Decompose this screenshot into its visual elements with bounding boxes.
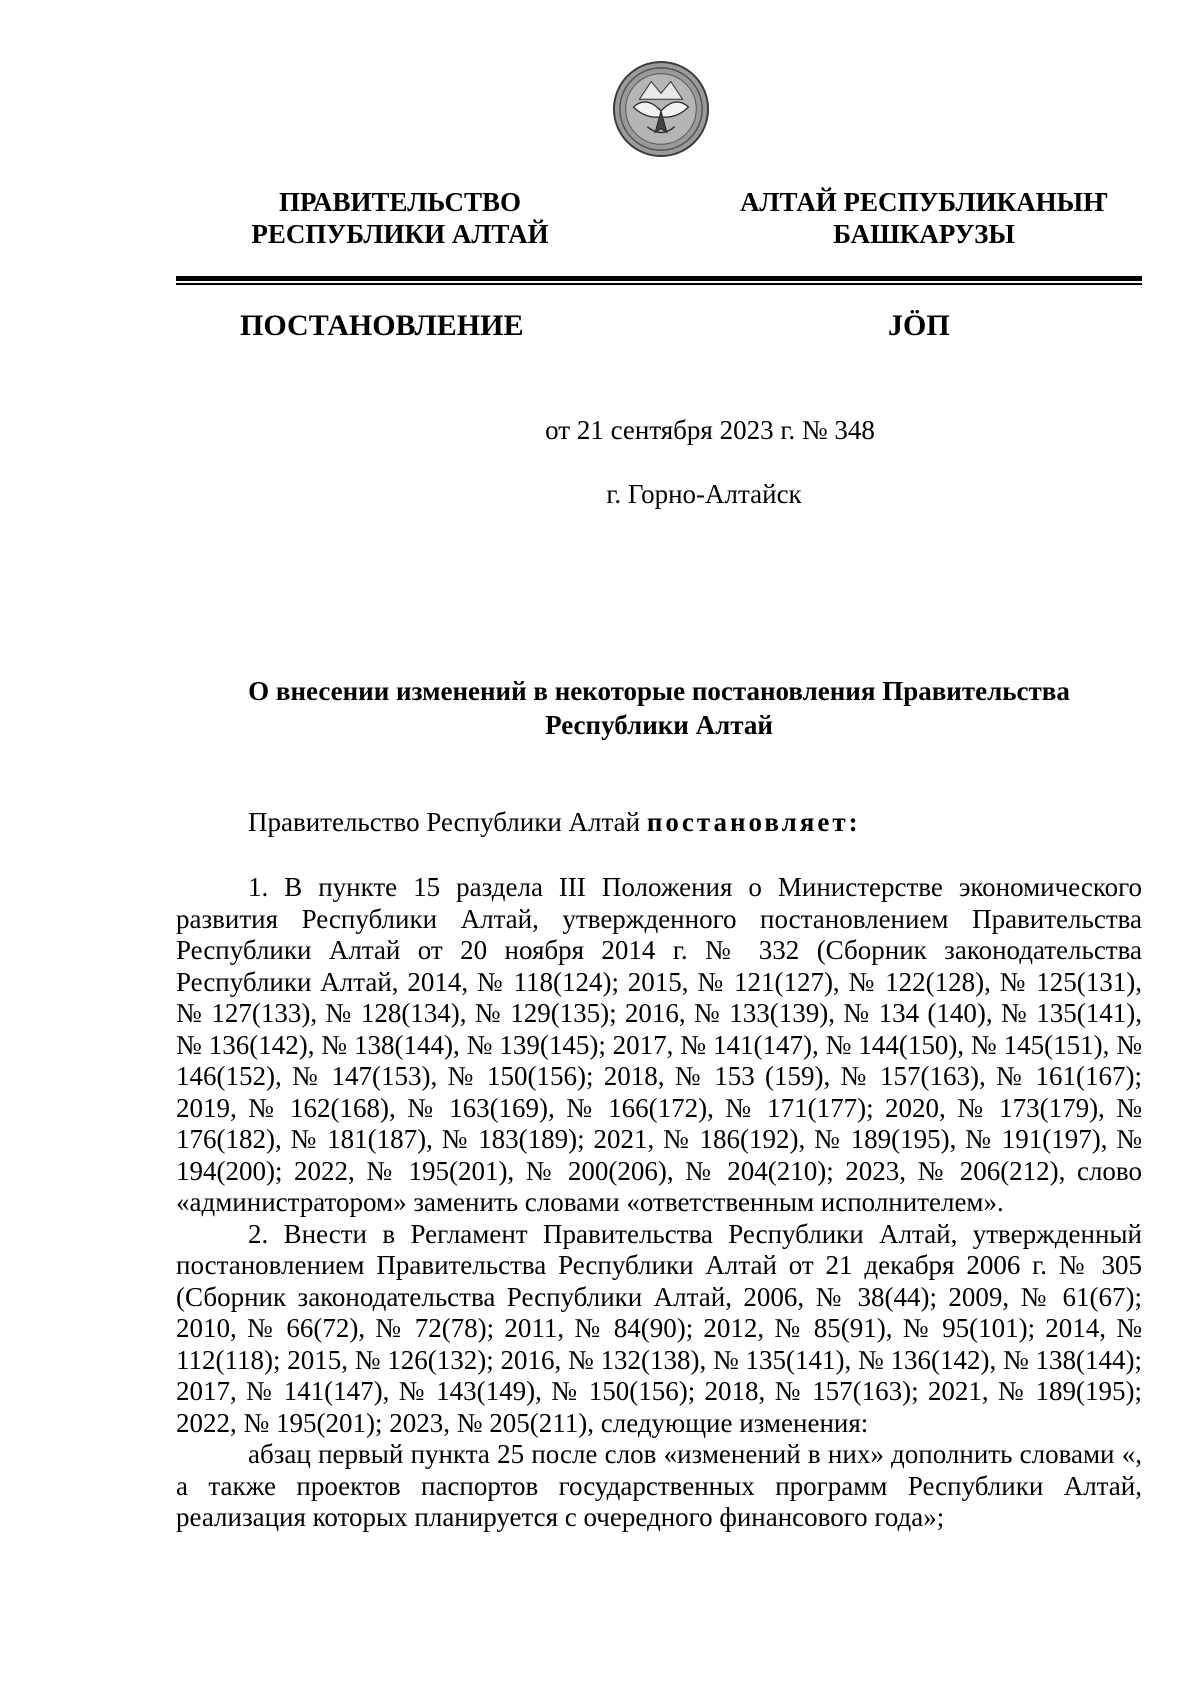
decree-city: г. Горно-Алтайск — [606, 479, 802, 509]
paragraph-2: 2. Внести в Регламент Правительства Республики Алтай, утвержденный постановлением Правительства Республики Алтай от 21 декабря 2006 г. № 305 (Сборник законодательства Республики Алтай, 2006, № 38(44); 2009, № 61(67); 2010, № 66(72), № 72(78); 2011, № 84(90); 2012, № 85(91), № 95(101); 2014, № 112(118); 2015, № 126(132); 2016, № 132(138), № 135(141), № 136(142), № 138(144); 2017, № 141(147), № 143(149), № 150(156); 2018, № 157(163); 2021, № 189(195); 2022, № 195(201); 2023, № 205(211), следующие изменения: — [176, 1218, 1142, 1438]
header-left — [230, 186, 570, 250]
document-body — [176, 872, 1142, 1534]
decree-type-altai: JÖП — [888, 309, 950, 342]
header-right-line2: БАШКАРУЗЫ — [833, 219, 1015, 249]
preamble — [248, 806, 861, 838]
document-title-line1: О внесении изменений в некоторые постановления Правительства — [248, 676, 1070, 706]
header-left-line1: ПРАВИТЕЛЬСТВО — [278, 187, 522, 217]
republic-altai-emblem-icon — [612, 60, 710, 158]
decree-type-russian: ПОСТАНОВЛЕНИЕ — [240, 309, 524, 342]
header-right — [724, 186, 1124, 250]
paragraph-1: 1. В пункте 15 раздела III Положения о Министерстве экономического развития Республики Алтай, утвержденного постановлением Правительства Республики Алтай от 20 ноября 2014 г. № 332 (Сборник законодательства Республики Алтай, 2014, № 118(124); 2015, № 121(127), № 122(128), № 125(131), № 127(133), № 128(134), № 129(135); 2016, № 133(139), № 134 (140), № 135(141), № 136(142), № 138(144), № 139(145); 2017, № 141(147), № 144(150), № 145(151), № 146(152), № 147(153), № 150(156); 2018, № 153 (159), № 157(163), № 161(167); 2019, № 162(168), № 163(169), № 166(172), № 171(177); 2020, № 173(179), № 176(182), № 181(187), № 183(189); 2021, № 186(192), № 189(195), № 191(197), № 194(200); 2022, № 195(201), № 200(206), № 204(210); 2023, № 206(212), слово «администратором» заменить словами «ответственным исполнителем». — [176, 872, 1142, 1217]
document-title — [176, 674, 1142, 742]
preamble-text: Правительство Республики Алтай — [248, 807, 647, 837]
paragraph-3: абзац первый пункта 25 после слов «изменений в них» дополнить словами «, а также проектов паспортов государственных программ Республики Алтай, реализация которых планируется с очередного финансового года»; — [176, 1439, 1142, 1532]
header-left-line2: РЕСПУБЛИКИ АЛТАЙ — [251, 219, 549, 249]
decree-date-number: от 21 сентября 2023 г. № 348 — [545, 415, 875, 445]
header-divider-thin — [176, 283, 1142, 285]
header-right-line1: АЛТАЙ РЕСПУБЛИКАНЫҤ — [739, 187, 1109, 217]
document-title-line2: Республики Алтай — [545, 710, 773, 740]
header-divider-thick — [176, 276, 1142, 281]
preamble-emphasis: постановляет: — [646, 807, 861, 837]
